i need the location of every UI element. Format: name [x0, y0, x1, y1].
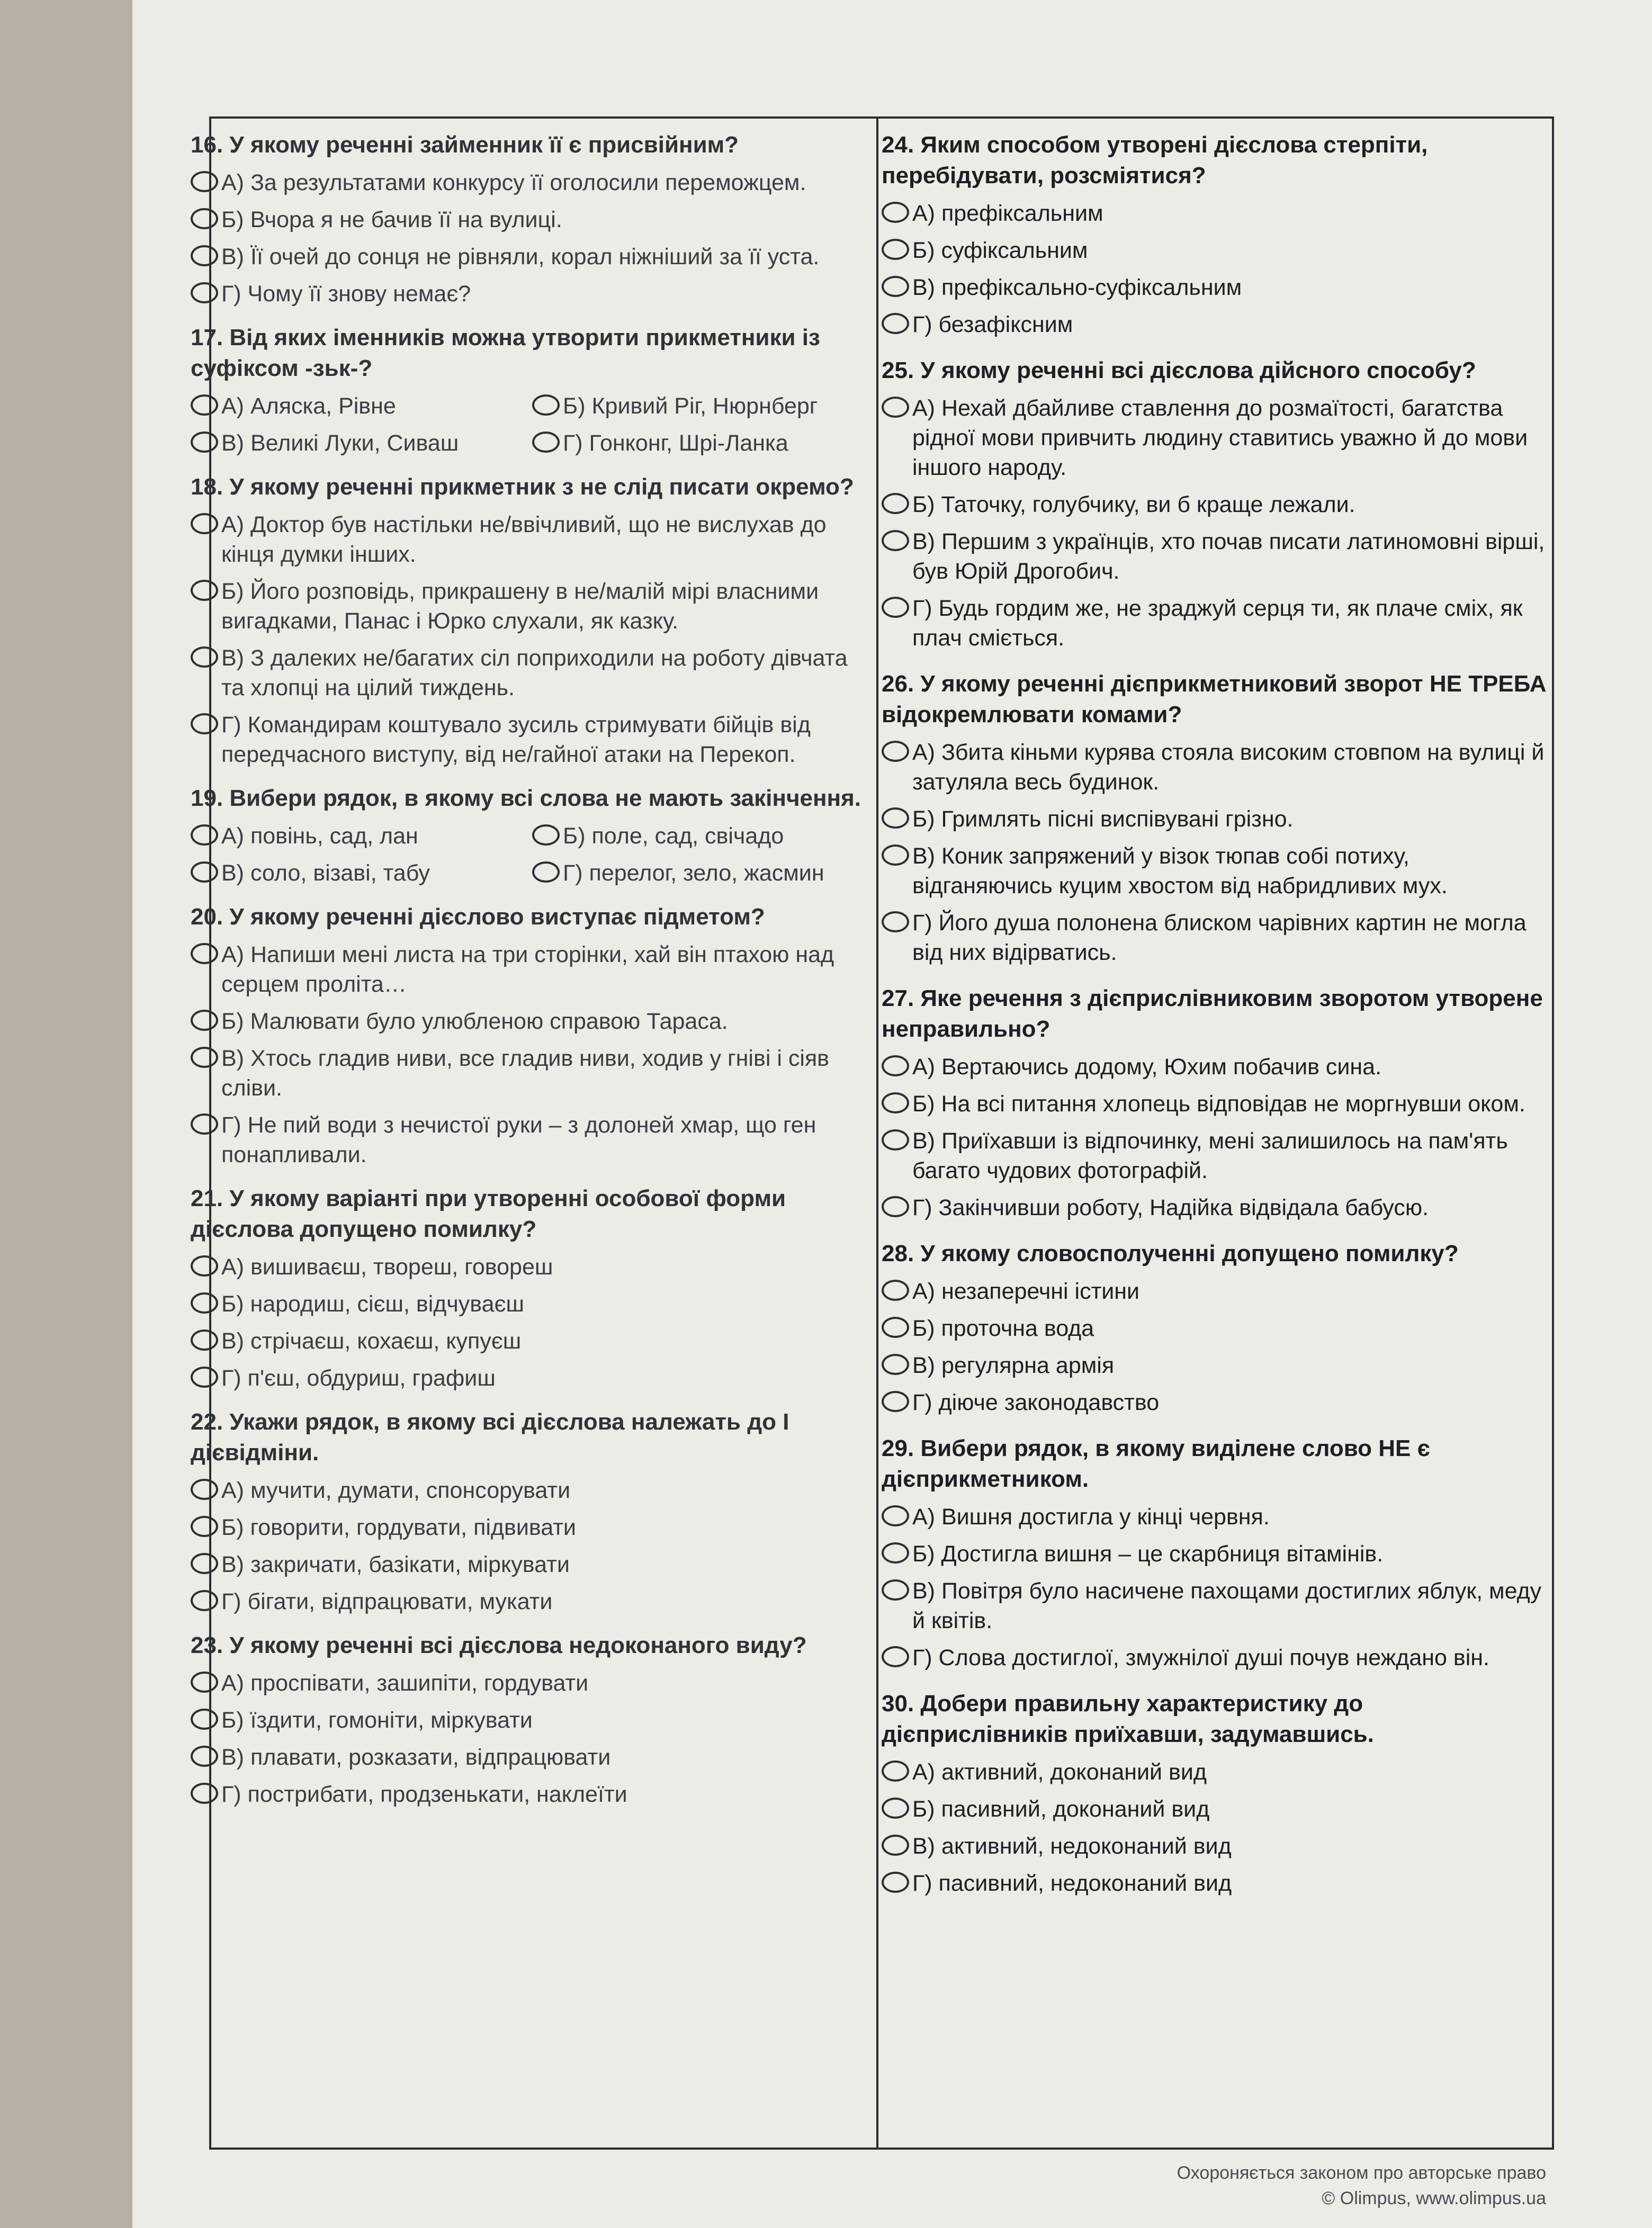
radio-circle[interactable] — [191, 394, 218, 416]
radio-circle[interactable] — [191, 943, 218, 964]
question-21 — [191, 1183, 863, 1393]
option-g[interactable]: Г) Його душа полонена блиском чарівних картин не могла від них відірватись. — [882, 908, 1554, 967]
question-24 — [882, 130, 1554, 339]
radio-circle[interactable] — [191, 580, 218, 601]
option-a[interactable]: А) префіксальним — [882, 199, 1554, 228]
radio-circle[interactable] — [191, 1553, 218, 1574]
radio-circle[interactable] — [532, 824, 560, 846]
radio-circle[interactable] — [882, 276, 909, 297]
option-b[interactable]: Б) проточна вода — [882, 1314, 1554, 1343]
option-b[interactable]: Б) Малювати було улюбленою справою Тараса. — [191, 1007, 863, 1036]
option-b[interactable]: Б) народиш, сієш, відчуваєш — [191, 1289, 863, 1319]
question-18 — [191, 472, 863, 769]
option-v[interactable]: В) плавати, розказати, відпрацювати — [191, 1742, 863, 1772]
question-title: 26. У якому реченні дієприкметниковий зворот НЕ ТРЕБА відокремлювати комами? — [882, 671, 1547, 727]
question-title: 23. У якому реченні всі дієслова недоконаного виду? — [191, 1632, 807, 1658]
question-title: 29. Вибери рядок, в якому виділене слово НЕ є дієприкметником. — [882, 1435, 1430, 1492]
radio-circle[interactable] — [882, 1760, 909, 1782]
option-v[interactable]: В) стрічаєш, кохаєш, купуєш — [191, 1326, 863, 1356]
radio-circle[interactable] — [882, 1196, 909, 1217]
radio-circle[interactable] — [191, 861, 218, 883]
radio-circle[interactable] — [882, 1129, 909, 1151]
option-g[interactable]: Г) перелог, зело, жасмин — [532, 858, 863, 888]
radio-circle[interactable] — [882, 1835, 909, 1856]
question-title: 25. У якому реченні всі дієслова дійсного способу? — [882, 357, 1476, 383]
radio-circle[interactable] — [532, 394, 560, 416]
option-v[interactable]: В) префіксально-суфіксальним — [882, 273, 1554, 302]
option-g[interactable]: Г) Слова достиглої, змужнілої душі почув неждано він. — [882, 1643, 1554, 1673]
option-b[interactable]: Б) поле, сад, свічадо — [532, 821, 863, 851]
radio-circle[interactable] — [882, 1872, 909, 1893]
option-a[interactable]: А) мучити, думати, спонсорувати — [191, 1476, 863, 1505]
radio-circle[interactable] — [191, 245, 218, 266]
copyright-notice: Охороняється законом про авторське право — [1177, 2163, 1546, 2183]
option-a[interactable]: А) Збита кіньми курява стояла високим стовпом на вулиці й затуляла весь будинок. — [882, 738, 1554, 797]
radio-circle[interactable] — [191, 1516, 218, 1537]
option-a[interactable]: А) вишиваєш, твореш, говореш — [191, 1252, 863, 1282]
option-b[interactable]: Б) Його розповідь, прикрашену в не/малій мірі власними вигадками, Панас і Юрко слухали, як казку. — [191, 577, 863, 636]
radio-circle[interactable] — [191, 432, 218, 453]
radio-circle[interactable] — [882, 530, 909, 551]
question-23 — [191, 1630, 863, 1809]
option-b[interactable]: Б) Таточку, голубчику, ви б краще лежали. — [882, 490, 1554, 519]
radio-circle[interactable] — [882, 911, 909, 932]
radio-circle[interactable] — [191, 1783, 218, 1804]
publisher-site: © Olimpus, www.olimpus.ua — [1322, 2188, 1546, 2208]
option-a[interactable]: А) Аляска, Рівне — [191, 391, 522, 421]
radio-circle[interactable] — [191, 1113, 218, 1135]
option-b[interactable]: Б) Вчора я не бачив її на вулиці. — [191, 205, 863, 235]
radio-circle[interactable] — [882, 1505, 909, 1526]
radio-circle[interactable] — [191, 1746, 218, 1767]
radio-circle[interactable] — [191, 282, 218, 303]
radio-circle[interactable] — [532, 861, 560, 883]
radio-circle[interactable] — [191, 824, 218, 846]
radio-circle[interactable] — [882, 597, 909, 618]
radio-circle[interactable] — [882, 313, 909, 334]
radio-circle[interactable] — [882, 1092, 909, 1113]
radio-circle[interactable] — [532, 432, 560, 453]
option-a[interactable]: А) Вертаючись додому, Юхим побачив сина. — [882, 1052, 1554, 1082]
radio-circle[interactable] — [191, 1479, 218, 1500]
question-title: 30. Добери правильну характеристику до дієприслівників приїхавши, задумавшись. — [882, 1691, 1374, 1747]
option-b[interactable]: Б) пасивний, доконаний вид — [882, 1794, 1554, 1824]
right-column — [882, 130, 1554, 1898]
question-title: 20. У якому реченні дієслово виступає підметом? — [191, 904, 765, 930]
question-title: 24. Яким способом утворені дієслова стерпіти, перебідувати, розсміятися? — [882, 132, 1428, 188]
option-g[interactable]: Г) Не пий води з нечистої руки – з долоней хмар, що ген понапливали. — [191, 1110, 863, 1170]
option-a[interactable]: А) Доктор був настільки не/ввічливий, що не вислухав до кінця думки інших. — [191, 510, 863, 569]
question-title: 22. Укажи рядок, в якому всі дієслова належать до І дієвідміни. — [191, 1409, 789, 1466]
radio-circle[interactable] — [191, 1329, 218, 1351]
option-a[interactable]: А) активний, доконаний вид — [882, 1757, 1554, 1787]
option-b[interactable]: Б) Гримлять пісні виспівувані грізно. — [882, 804, 1554, 834]
option-g[interactable]: Г) діюче законодавство — [882, 1388, 1554, 1417]
radio-circle[interactable] — [191, 1292, 218, 1314]
question-29 — [882, 1433, 1554, 1673]
question-25 — [882, 355, 1554, 653]
option-v[interactable]: В) активний, недоконаний вид — [882, 1831, 1554, 1861]
option-g[interactable]: Г) Гонконг, Шрі-Ланка — [532, 428, 863, 458]
radio-circle[interactable] — [191, 713, 218, 734]
option-g[interactable]: Г) п'єш, обдуриш, графиш — [191, 1363, 863, 1393]
radio-circle[interactable] — [882, 1579, 909, 1601]
radio-circle[interactable] — [191, 1590, 218, 1611]
radio-circle[interactable] — [191, 1367, 218, 1388]
radio-circle[interactable] — [191, 208, 218, 229]
question-title: 19. Вибери рядок, в якому всі слова не мають закінчення. — [191, 785, 861, 811]
radio-circle[interactable] — [191, 171, 218, 192]
question-16 — [191, 130, 863, 309]
radio-circle[interactable] — [882, 1317, 909, 1338]
option-b[interactable]: Б) На всі питання хлопець відповідав не моргнувши оком. — [882, 1089, 1554, 1119]
option-b[interactable]: Б) їздити, гомоніти, міркувати — [191, 1705, 863, 1735]
left-column — [191, 130, 863, 1809]
option-b[interactable]: Б) Достигла вишня – це скарбниця вітамінів. — [882, 1539, 1554, 1569]
radio-circle[interactable] — [191, 1047, 218, 1068]
option-a[interactable]: А) повінь, сад, лан — [191, 821, 522, 851]
radio-circle[interactable] — [191, 1010, 218, 1031]
question-20 — [191, 902, 863, 1170]
question-22 — [191, 1407, 863, 1616]
question-title: 21. У якому варіанті при утворенні особової форми дієслова допущено помилку? — [191, 1185, 786, 1242]
radio-circle[interactable] — [882, 202, 909, 223]
question-title: 16. У якому реченні займенник її є присвійним? — [191, 132, 739, 158]
option-a[interactable]: А) Вишня достигла у кінці червня. — [882, 1502, 1554, 1532]
option-g[interactable]: Г) Закінчивши роботу, Надійка відвідала бабусю. — [882, 1193, 1554, 1223]
option-v[interactable]: В) Її очей до сонця не рівняли, корал ніжніший за її уста. — [191, 242, 863, 272]
copyright-footer — [1177, 2160, 1546, 2211]
option-v[interactable]: В) закричати, базікати, міркувати — [191, 1550, 863, 1579]
radio-circle[interactable] — [882, 1280, 909, 1301]
question-28 — [882, 1238, 1554, 1417]
question-27 — [882, 983, 1554, 1223]
question-title: 28. У якому словосполученні допущено помилку? — [882, 1241, 1459, 1266]
option-v[interactable]: В) соло, візаві, табу — [191, 858, 522, 888]
question-title: 27. Яке речення з дієприслівниковим зворотом утворене неправильно? — [882, 985, 1543, 1042]
question-30 — [882, 1688, 1554, 1898]
option-v[interactable]: В) регулярна армія — [882, 1351, 1554, 1380]
option-b[interactable]: Б) Кривий Ріг, Нюрнберг — [532, 391, 863, 421]
option-a[interactable]: А) За результатами конкурсу її оголосили переможцем. — [191, 168, 863, 197]
option-g[interactable]: Г) безафіксним — [882, 310, 1554, 339]
question-title: 17. Від яких іменників можна утворити прикметники із суфіксом -зьк-? — [191, 325, 820, 381]
option-g[interactable]: Г) Будь гордим же, не зраджуй серця ти, як плаче сміх, як плач сміється. — [882, 594, 1554, 653]
radio-circle[interactable] — [882, 239, 909, 260]
option-v[interactable]: В) Приїхавши із відпочинку, мені залишилось на пам'ять багато чудових фотографій. — [882, 1126, 1554, 1185]
radio-circle[interactable] — [882, 741, 909, 762]
radio-circle[interactable] — [191, 1255, 218, 1277]
radio-circle[interactable] — [882, 397, 909, 418]
option-b[interactable]: Б) говорити, гордувати, підвивати — [191, 1513, 863, 1542]
question-title: 18. У якому реченні прикметник з не слід писати окремо? — [191, 474, 854, 500]
option-a[interactable]: А) Нехай дбайливе ставлення до розмаїтості, багатства рідної мови привчить людину ставитись уважно й до мови іншого народу. — [882, 393, 1554, 482]
option-v[interactable]: В) Першим з українців, хто почав писати латиномовні вірші, був Юрій Дрогобич. — [882, 527, 1554, 586]
radio-circle[interactable] — [882, 1391, 909, 1412]
radio-circle[interactable] — [191, 1672, 218, 1693]
radio-circle[interactable] — [882, 1055, 909, 1076]
question-19 — [191, 783, 863, 888]
option-g[interactable]: Г) пасивний, недоконаний вид — [882, 1868, 1554, 1898]
question-26 — [882, 669, 1554, 967]
option-a[interactable]: А) незаперечні істини — [882, 1277, 1554, 1306]
option-g[interactable]: Г) Чому її знову немає? — [191, 279, 863, 309]
option-v[interactable]: В) Коник запряжений у візок тюпав собі потиху, відганяючись куцим хвостом від набридливих мух. — [882, 841, 1554, 901]
radio-circle[interactable] — [191, 1709, 218, 1730]
option-b[interactable]: Б) суфіксальним — [882, 236, 1554, 265]
radio-circle[interactable] — [882, 1798, 909, 1819]
option-v[interactable]: В) Хтось гладив ниви, все гладив ниви, ходив у гніві і сіяв сліви. — [191, 1044, 863, 1103]
radio-circle[interactable] — [882, 845, 909, 866]
option-v[interactable]: В) З далеких не/багатих сіл поприходили на роботу дівчата та хлопці на цілий тиждень. — [191, 643, 863, 703]
radio-circle[interactable] — [882, 1542, 909, 1564]
option-g[interactable]: Г) пострибати, продзенькати, наклеїти — [191, 1780, 863, 1809]
radio-circle[interactable] — [882, 493, 909, 514]
option-g[interactable]: Г) бігати, відпрацювати, мукати — [191, 1587, 863, 1616]
radio-circle[interactable] — [882, 1354, 909, 1375]
option-v[interactable]: В) Повітря було насичене пахощами достиглих яблук, меду й квітів. — [882, 1576, 1554, 1636]
question-17 — [191, 322, 863, 458]
radio-circle[interactable] — [882, 807, 909, 829]
option-a[interactable]: А) Напиши мені листа на три сторінки, хай він птахою над серцем проліта… — [191, 940, 863, 999]
column-divider — [876, 116, 878, 2150]
option-g[interactable]: Г) Командирам коштувало зусиль стримувати бійців від передчасного виступу, від не/гайної атаки на Перекоп. — [191, 710, 863, 769]
option-a[interactable]: А) проспівати, зашипіти, гордувати — [191, 1668, 863, 1698]
option-v[interactable]: В) Великі Луки, Сиваш — [191, 428, 522, 458]
radio-circle[interactable] — [191, 646, 218, 668]
radio-circle[interactable] — [191, 513, 218, 534]
radio-circle[interactable] — [882, 1646, 909, 1667]
